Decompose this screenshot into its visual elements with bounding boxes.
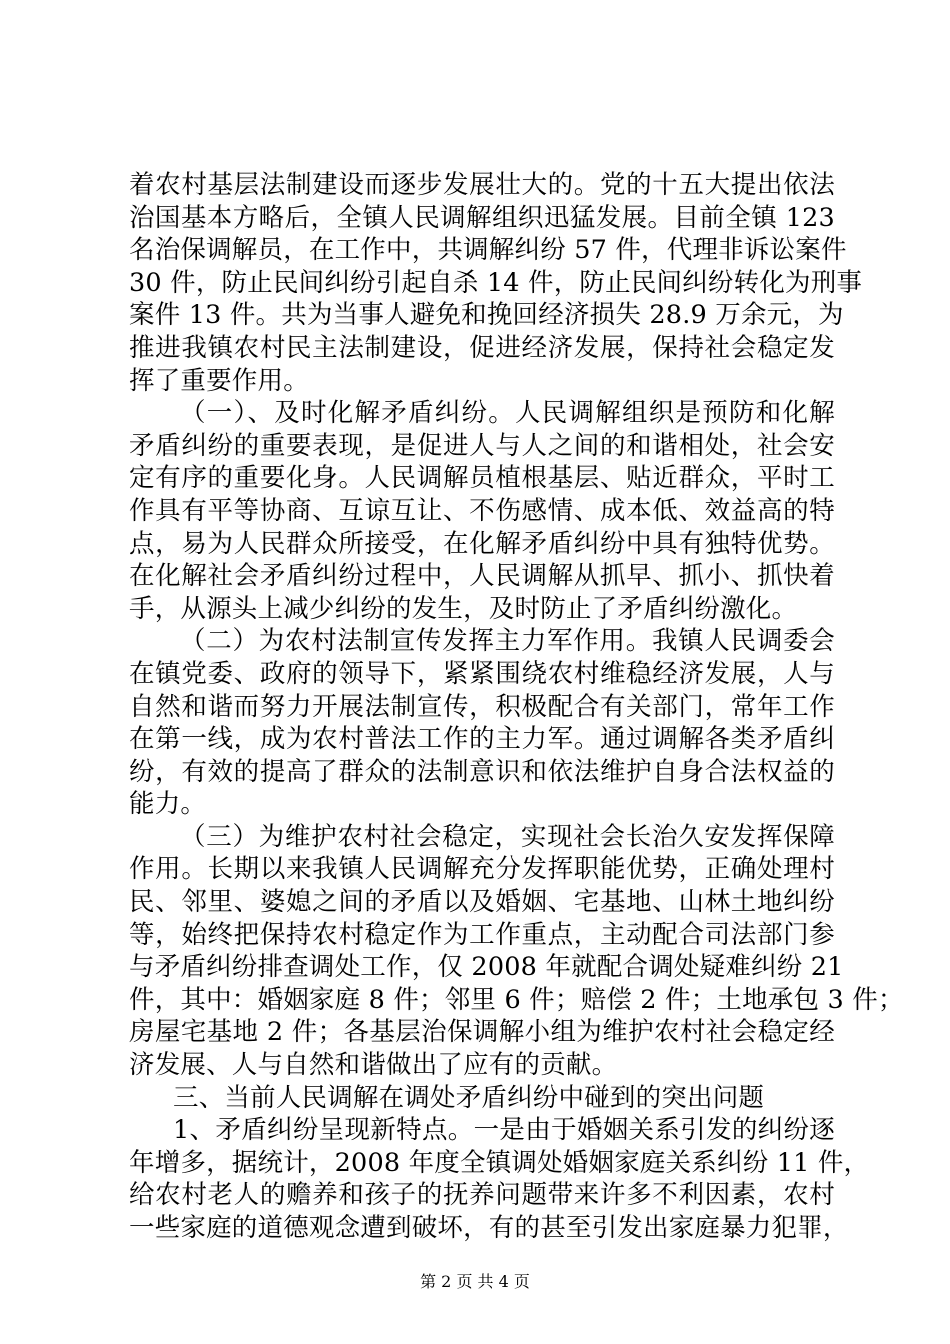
text-line: 作用。长期以来我镇人民调解充分发挥职能优势，正确处理村 bbox=[129, 854, 835, 885]
text-line: 30 件，防止民间纠纷引起自杀 14 件，防止民间纠纷转化为刑事 bbox=[129, 267, 863, 298]
text-line: 着农村基层法制建设而逐步发展壮大的。党的十五大提出依法 bbox=[129, 170, 835, 200]
section-heading: 三、当前人民调解在调处矛盾纠纷中碰到的突出问题 bbox=[173, 1082, 765, 1113]
text-line: 推进我镇农村民主法制建设，促进经济发展，保持社会稳定发 bbox=[129, 332, 835, 363]
text-line: 年增多，据统计，2008 年度全镇调处婚姻家庭关系纠纷 11 件， bbox=[129, 1147, 870, 1178]
text-line: 挥了重要作用。 bbox=[129, 365, 309, 396]
text-line: 纷，有效的提高了群众的法制意识和依法维护自身合法权益的 bbox=[129, 756, 835, 787]
text-line: 在镇党委、政府的领导下，紧紧围绕农村维稳经济发展，人与 bbox=[129, 658, 835, 689]
page-number-footer: 第 2 页 共 4 页 bbox=[420, 1272, 530, 1291]
paragraph-first-line: （二）为农村法制宣传发挥主力军作用。我镇人民调委会 bbox=[180, 626, 835, 657]
text-line: 在化解社会矛盾纠纷过程中，人民调解从抓早、抓小、抓快着 bbox=[129, 561, 835, 592]
text-line: 一些家庭的道德观念遭到破坏，有的甚至引发出家庭暴力犯罪， bbox=[129, 1213, 849, 1243]
text-line: 件，其中：婚姻家庭 8 件；邻里 6 件；赔偿 2 件；土地承包 3 件； bbox=[129, 984, 904, 1015]
text-line: 民、邻里、婆媳之间的矛盾以及婚姻、宅基地、山林土地纠纷 bbox=[129, 887, 835, 918]
text-line: 作具有平等协商、互谅互让、不伤感情、成本低、效益高的特 bbox=[129, 495, 835, 526]
text-line: 在第一线，成为农村普法工作的主力军。通过调解各类矛盾纠 bbox=[129, 724, 835, 755]
text-line: 给农村老人的赡养和孩子的抚养问题带来许多不利因素，农村 bbox=[129, 1180, 835, 1211]
text-line: 能力。 bbox=[129, 789, 207, 820]
paragraph-first-line: （三）为维护农村社会稳定，实现社会长治久安发挥保障 bbox=[180, 821, 835, 852]
text-line: 名治保调解员，在工作中，共调解纠纷 57 件，代理非诉讼案件 bbox=[129, 235, 847, 266]
text-line: 手，从源头上减少纠纷的发生，及时防止了矛盾纠纷激化。 bbox=[129, 593, 798, 624]
paragraph-first-line: 1、矛盾纠纷呈现新特点。一是由于婚姻关系引发的纠纷逐 bbox=[173, 1115, 835, 1146]
text-line: 定有序的重要化身。人民调解员植根基层、贴近群众，平时工 bbox=[129, 463, 835, 494]
text-line: 等，始终把保持农村稳定作为工作重点，主动配合司法部门参 bbox=[129, 919, 835, 950]
text-line: 治国基本方略后，全镇人民调解组织迅猛发展。目前全镇 123 bbox=[129, 202, 835, 233]
text-line: 案件 13 件。共为当事人避免和挽回经济损失 28.9 万余元，为 bbox=[129, 300, 844, 331]
document-body bbox=[129, 169, 904, 1245]
text-line: 点，易为人民群众所接受，在化解矛盾纠纷中具有独特优势。 bbox=[129, 528, 835, 559]
text-line: 与矛盾纠纷排查调处工作，仅 2008 年就配合调处疑难纠纷 21 bbox=[129, 952, 844, 983]
text-line: 房屋宅基地 2 件；各基层治保调解小组为维护农村社会稳定经 bbox=[129, 1017, 835, 1048]
paragraph-first-line: （一）、及时化解矛盾纠纷。人民调解组织是预防和化解 bbox=[180, 398, 835, 429]
text-line: 矛盾纠纷的重要表现，是促进人与人之间的和谐相处，社会安 bbox=[129, 430, 835, 461]
text-line: 济发展、人与自然和谐做出了应有的贡献。 bbox=[129, 1050, 618, 1081]
text-line: 自然和谐而努力开展法制宣传，积极配合有关部门，常年工作 bbox=[129, 691, 835, 722]
